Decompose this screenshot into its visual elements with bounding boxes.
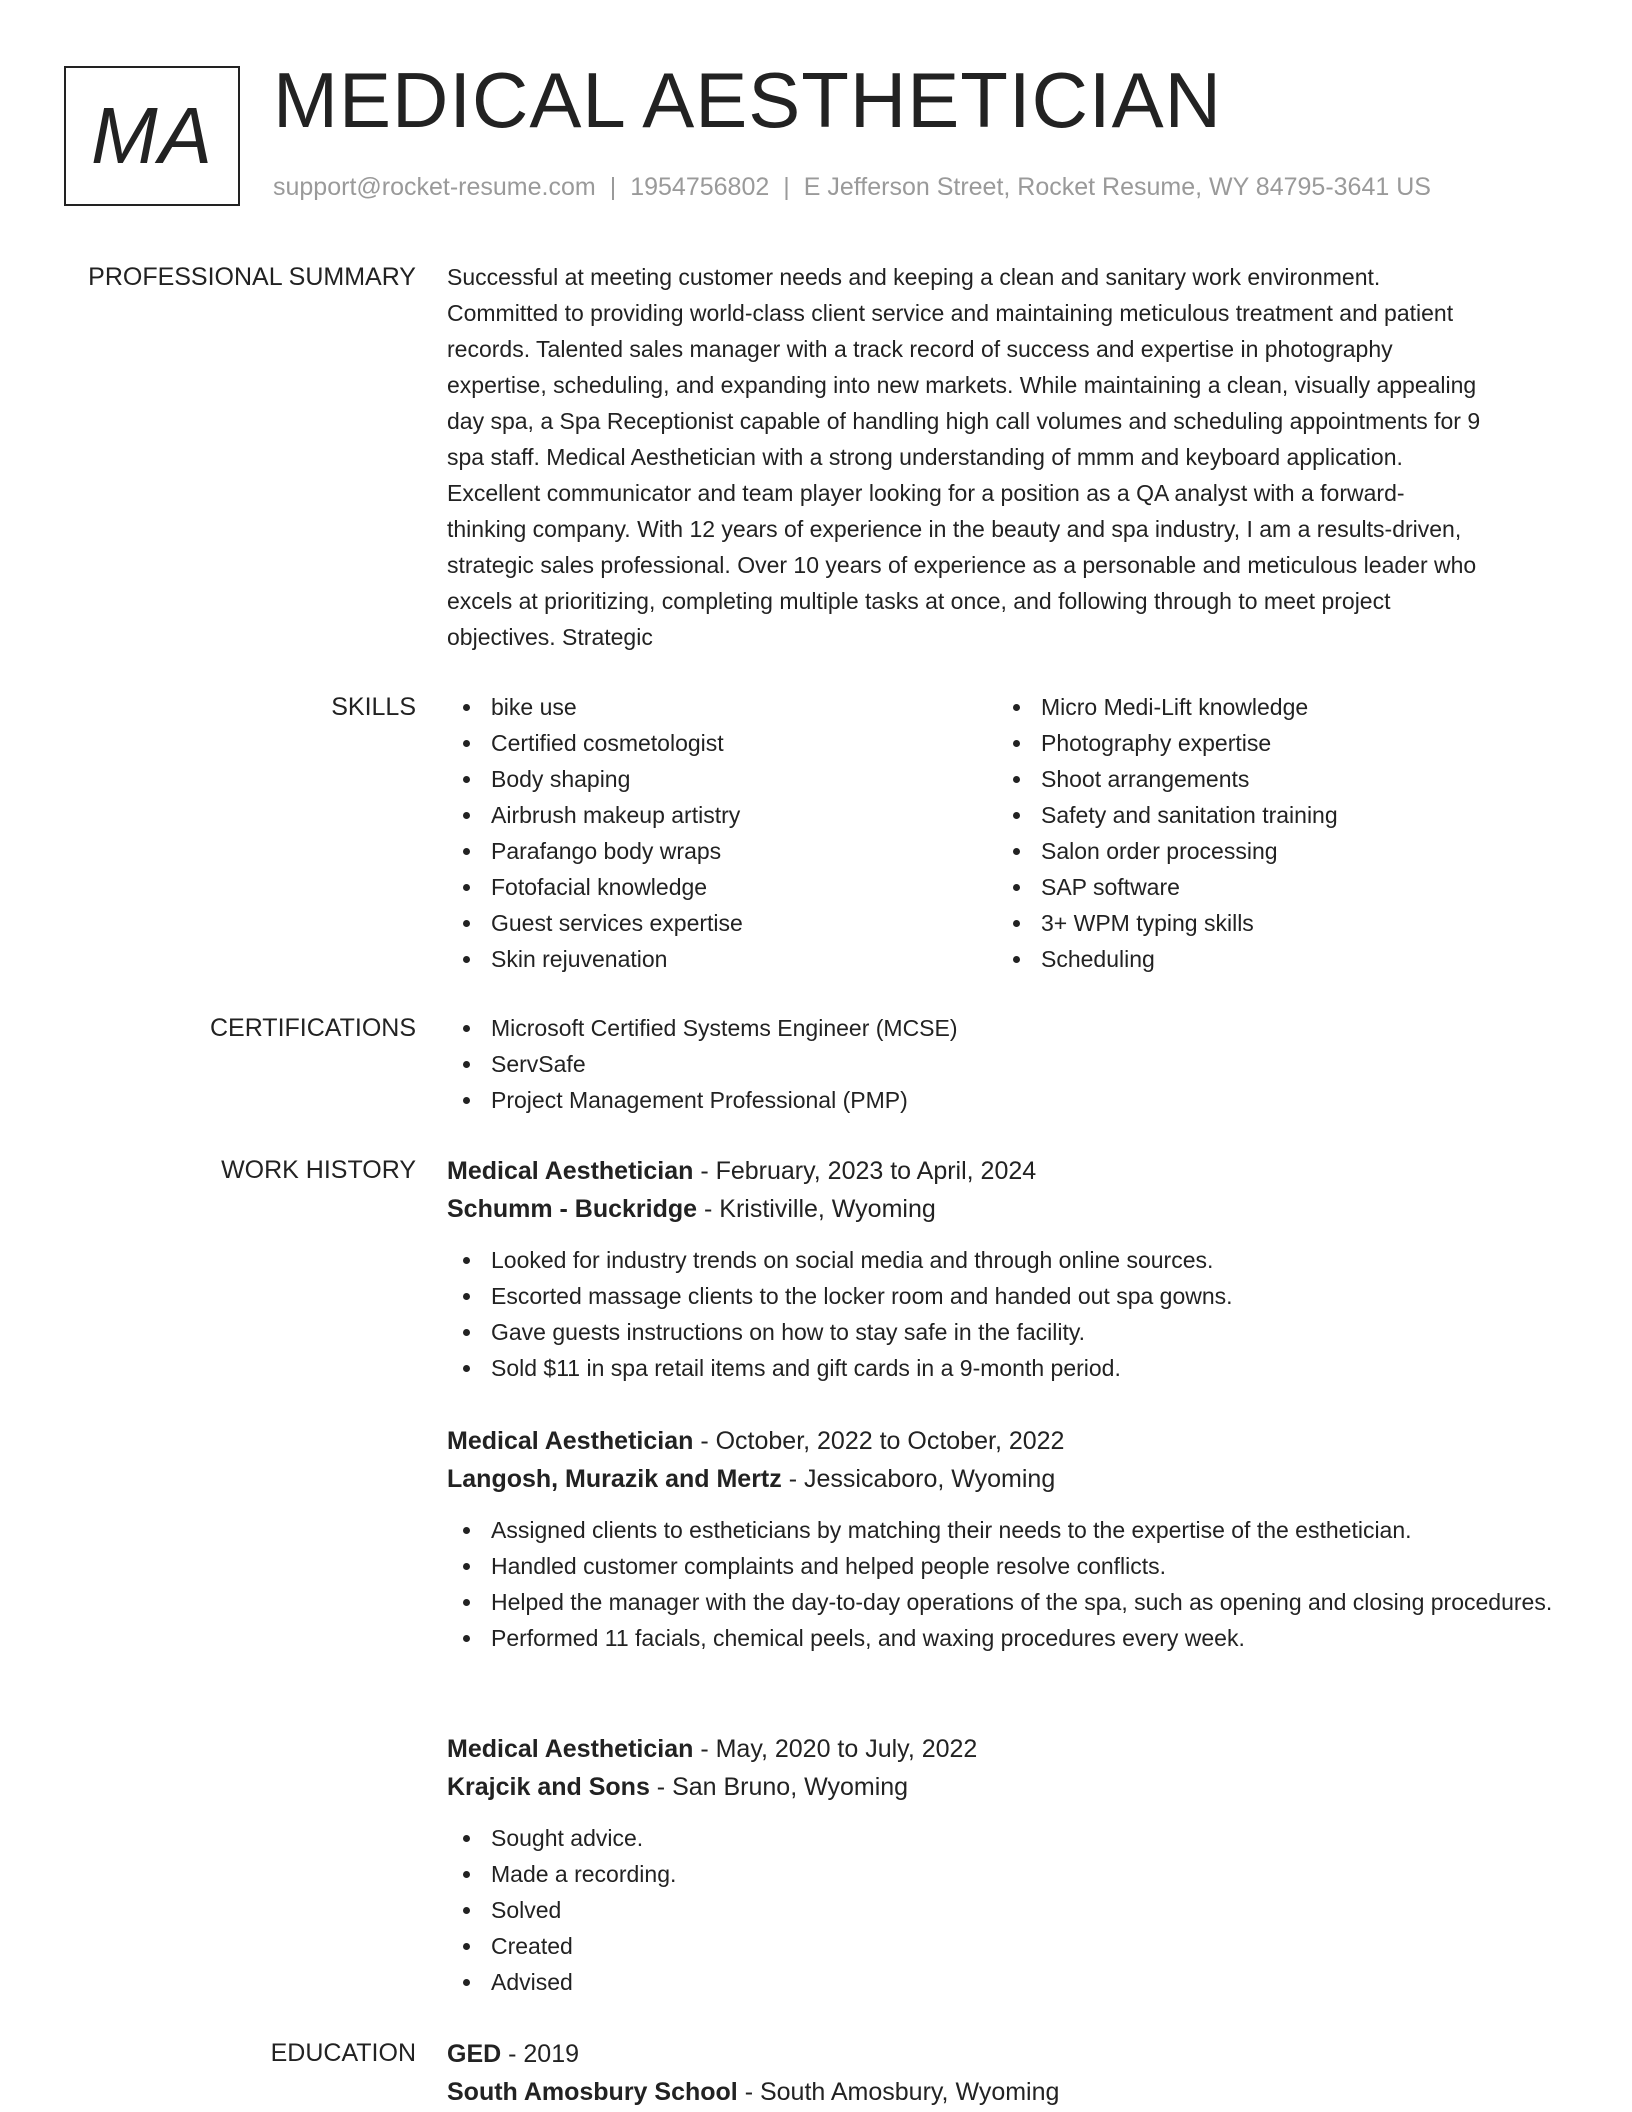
section-label-certifications: CERTIFICATIONS [209, 1014, 416, 1042]
job-title: Medical Aesthetician [447, 1157, 694, 1185]
job-title-line [447, 1152, 1567, 1190]
summary-line: excels at prioritizing, completing multiple tasks at once, and following through to meet project [447, 588, 1391, 614]
certification-item: Microsoft Certified Systems Engineer (MCSE) [447, 1010, 1567, 1046]
contact-separator: | [783, 173, 790, 201]
skill-item: Safety and sanitation training [997, 797, 1547, 833]
resume-name: MEDICAL AESTHETICIAN [273, 56, 1222, 144]
job-company: Krajcik and Sons [447, 1773, 650, 1801]
contact-line [273, 173, 1431, 202]
summary-line: spa staff. Medical Aesthetician with a strong understanding of mmm and keyboard application. [447, 444, 1403, 470]
skill-item: Skin rejuvenation [447, 941, 997, 977]
job-entry [447, 1422, 1567, 1656]
job-bullets [447, 1512, 1567, 1656]
job-company-line [447, 1460, 1567, 1498]
education-location: - South Amosbury, Wyoming [737, 2078, 1060, 2106]
skill-item: bike use [447, 689, 997, 725]
job-company-line [447, 1190, 1567, 1228]
section-label-summary: PROFESSIONAL SUMMARY [88, 263, 416, 291]
job-company: Langosh, Murazik and Mertz [447, 1465, 782, 1493]
certifications-list [447, 1010, 1567, 1118]
job-bullet: Sought advice. [447, 1820, 1567, 1856]
education-year: - 2019 [501, 2040, 580, 2068]
job-bullet: Helped the manager with the day-to-day operations of the spa, such as opening and closing procedures. [447, 1584, 1567, 1620]
education-body [447, 2035, 1567, 2111]
job-location: - San Bruno, Wyoming [649, 1773, 909, 1801]
job-company-line [447, 1768, 1567, 1806]
skills-body [447, 689, 1567, 977]
section-label-work-history: WORK HISTORY [221, 1156, 416, 1184]
education-school: South Amosbury School [447, 2078, 738, 2106]
job-title: Medical Aesthetician [447, 1427, 694, 1455]
contact-separator: | [609, 173, 617, 201]
contact-phone[interactable]: 1954756802 [630, 173, 770, 201]
summary-line: objectives. Strategic [447, 624, 653, 650]
job-bullet: Solved [447, 1892, 1567, 1928]
job-company: Schumm - Buckridge [447, 1195, 698, 1223]
job-bullet: Escorted massage clients to the locker room and handed out spa gowns. [447, 1278, 1567, 1314]
skill-item: Micro Medi-Lift knowledge [997, 689, 1547, 725]
certification-item: ServSafe [447, 1046, 1567, 1082]
summary-line: strategic sales professional. Over 10 years of experience as a personable and meticulous leader who [447, 552, 1477, 578]
job-title-line [447, 1730, 1567, 1768]
skill-item: Parafango body wraps [447, 833, 997, 869]
job-dates: - February, 2023 to April, 2024 [693, 1157, 1037, 1185]
certifications-body [447, 1010, 1567, 1118]
job-title: Medical Aesthetician [447, 1735, 694, 1763]
skill-item: Salon order processing [997, 833, 1547, 869]
skill-item: Scheduling [997, 941, 1547, 977]
certification-item: Project Management Professional (PMP) [447, 1082, 1567, 1118]
job-dates: - October, 2022 to October, 2022 [693, 1427, 1065, 1455]
job-bullet: Advised [447, 1964, 1567, 2000]
job-entry [447, 1152, 1567, 1386]
skill-item: Fotofacial knowledge [447, 869, 997, 905]
skill-item: Body shaping [447, 761, 997, 797]
summary-line: day spa, a Spa Receptionist capable of handling high call volumes and scheduling appointments for 9 [447, 408, 1481, 434]
job-bullet: Assigned clients to estheticians by matching their needs to the expertise of the esthetician. [447, 1512, 1567, 1548]
skill-item: SAP software [997, 869, 1547, 905]
job-bullet: Handled customer complaints and helped people resolve conflicts. [447, 1548, 1567, 1584]
skill-item: Photography expertise [997, 725, 1547, 761]
monogram: MA [64, 66, 240, 206]
job-bullet: Created [447, 1928, 1567, 1964]
contact-address: E Jefferson Street, Rocket Resume, WY 84795-3641 US [803, 173, 1431, 201]
education-school-line [447, 2073, 1567, 2111]
skill-item: Airbrush makeup artistry [447, 797, 997, 833]
section-label-education: EDUCATION [270, 2039, 416, 2067]
summary-line: records. Talented sales manager with a track record of success and expertise in photography [447, 336, 1393, 362]
skill-item: Guest services expertise [447, 905, 997, 941]
job-bullet: Performed 11 facials, chemical peels, and waxing procedures every week. [447, 1620, 1567, 1656]
education-degree-line [447, 2035, 1567, 2073]
skill-item: Shoot arrangements [997, 761, 1547, 797]
job-title-line [447, 1422, 1567, 1460]
summary-body [447, 259, 1567, 655]
job-entry [447, 1730, 1567, 2000]
job-bullets [447, 1242, 1567, 1386]
education-degree: GED [447, 2040, 502, 2068]
skills-list-left [447, 689, 997, 977]
job-bullets [447, 1820, 1567, 2000]
section-label-skills: SKILLS [331, 693, 416, 721]
skill-item: 3+ WPM typing skills [997, 905, 1547, 941]
summary-line: expertise, scheduling, and expanding into new markets. While maintaining a clean, visually appealing [447, 372, 1477, 398]
job-location: - Kristiville, Wyoming [697, 1195, 936, 1223]
skills-list-right [997, 689, 1547, 977]
job-bullet: Looked for industry trends on social media and through online sources. [447, 1242, 1567, 1278]
job-bullet: Sold $11 in spa retail items and gift cards in a 9-month period. [447, 1350, 1567, 1386]
skill-item: Certified cosmetologist [447, 725, 997, 761]
summary-line: Excellent communicator and team player looking for a position as a QA analyst with a forward- [447, 480, 1405, 506]
job-bullet: Gave guests instructions on how to stay safe in the facility. [447, 1314, 1567, 1350]
job-bullet: Made a recording. [447, 1856, 1567, 1892]
contact-email[interactable]: support@rocket-resume.com [273, 173, 596, 201]
job-dates: - May, 2020 to July, 2022 [693, 1735, 978, 1763]
job-location: - Jessicaboro, Wyoming [781, 1465, 1056, 1493]
summary-line: Committed to providing world-class client service and maintaining meticulous treatment and patient [447, 300, 1454, 326]
summary-line: Successful at meeting customer needs and keeping a clean and sanitary work environment. [447, 264, 1381, 290]
summary-line: thinking company. With 12 years of experience in the beauty and spa industry, I am a results-driven, [447, 516, 1462, 542]
